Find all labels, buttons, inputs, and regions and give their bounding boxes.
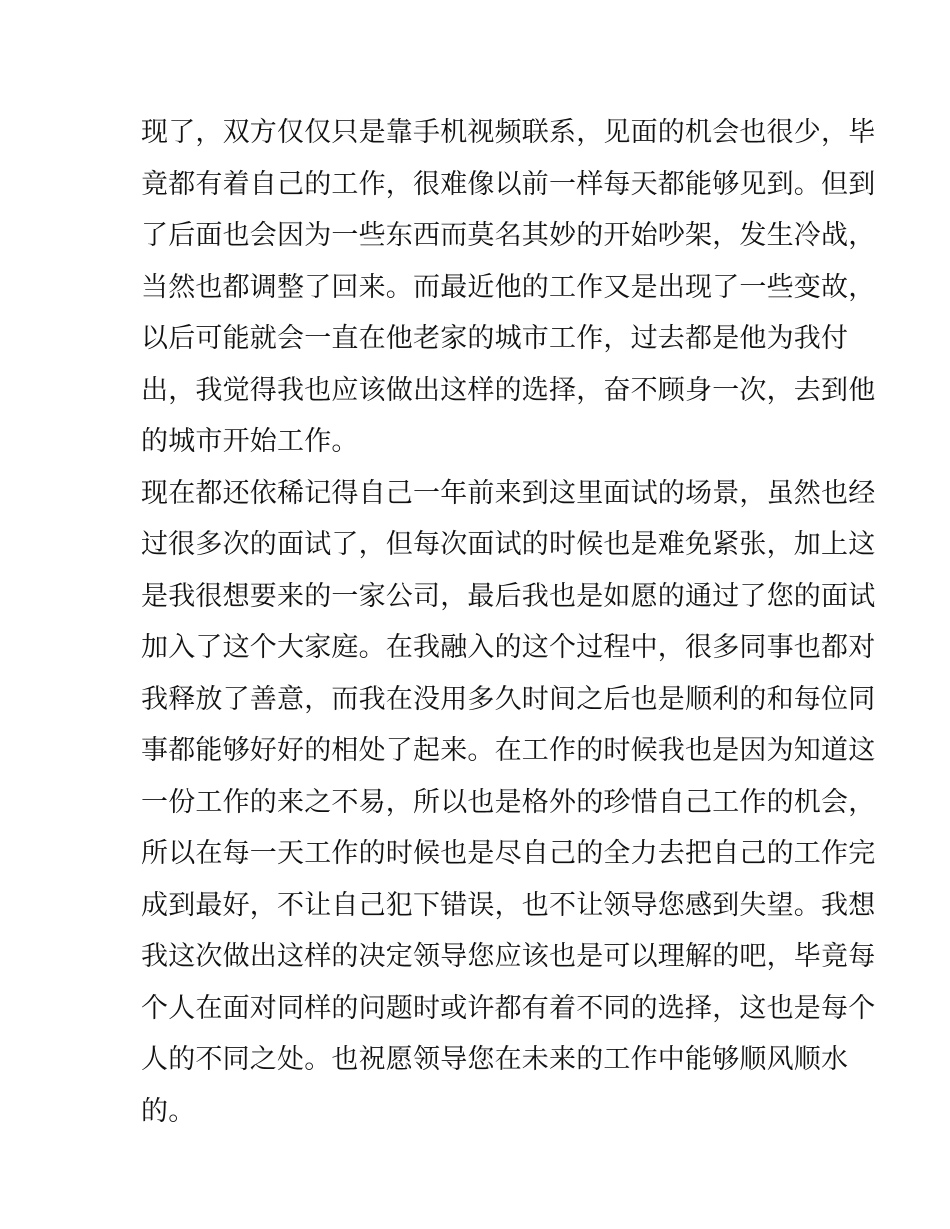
text-line: 成到最好，不让自己犯下错误，也不让领导您感到失望。我想 [141, 889, 876, 921]
text-line: 现了，双方仅仅只是靠手机视频联系，见面的机会也很少，毕 [141, 117, 876, 148]
text-line: 的。 [141, 1095, 196, 1127]
text-line: 以后可能就会一直在他老家的城市工作，过去都是他为我付 [141, 323, 849, 354]
text-line: 我这次做出这样的决定领导您应该也是可以理解的吧，毕竟每 [141, 941, 876, 972]
text-line: 竟都有着自己的工作，很难像以前一样每天都能够见到。但到 [141, 168, 876, 200]
text-line: 一份工作的来之不易，所以也是格外的珍惜自己工作的机会， [141, 786, 876, 818]
text-line: 我释放了善意，而我在没用多久时间之后也是顺利的和每位同 [141, 683, 876, 715]
text-line: 了后面也会因为一些东西而莫名其妙的开始吵架，发生冷战， [141, 220, 876, 251]
text-line: 当然也都调整了回来。而最近他的工作又是出现了一些变故， [141, 271, 876, 303]
text-line: 加入了这个大家庭。在我融入的这个过程中，很多同事也都对 [141, 632, 876, 663]
text-line: 的城市开始工作。 [141, 426, 359, 457]
text-line: 现在都还依稀记得自己一年前来到这里面试的场景，虽然也经 [141, 477, 876, 509]
text-line: 是我很想要来的一家公司，最后我也是如愿的通过了您的面试 [141, 580, 876, 612]
paragraph-2 [141, 468, 876, 1138]
text-line: 人的不同之处。也祝愿领导您在未来的工作中能够顺风顺水 [141, 1044, 849, 1075]
text-line: 过很多次的面试了，但每次面试的时候也是难免紧张，加上这 [141, 529, 876, 560]
text-line: 所以在每一天工作的时候也是尽自己的全力去把自己的工作完 [141, 838, 876, 869]
text-line: 出，我觉得我也应该做出这样的选择，奋不顾身一次，去到他 [141, 374, 876, 406]
letter-body [141, 107, 876, 1137]
paragraph-1 [141, 107, 876, 468]
text-line: 事都能够好好的相处了起来。在工作的时候我也是因为知道这 [141, 735, 876, 766]
text-line: 个人在面对同样的问题时或许都有着不同的选择，这也是每个 [141, 992, 876, 1024]
